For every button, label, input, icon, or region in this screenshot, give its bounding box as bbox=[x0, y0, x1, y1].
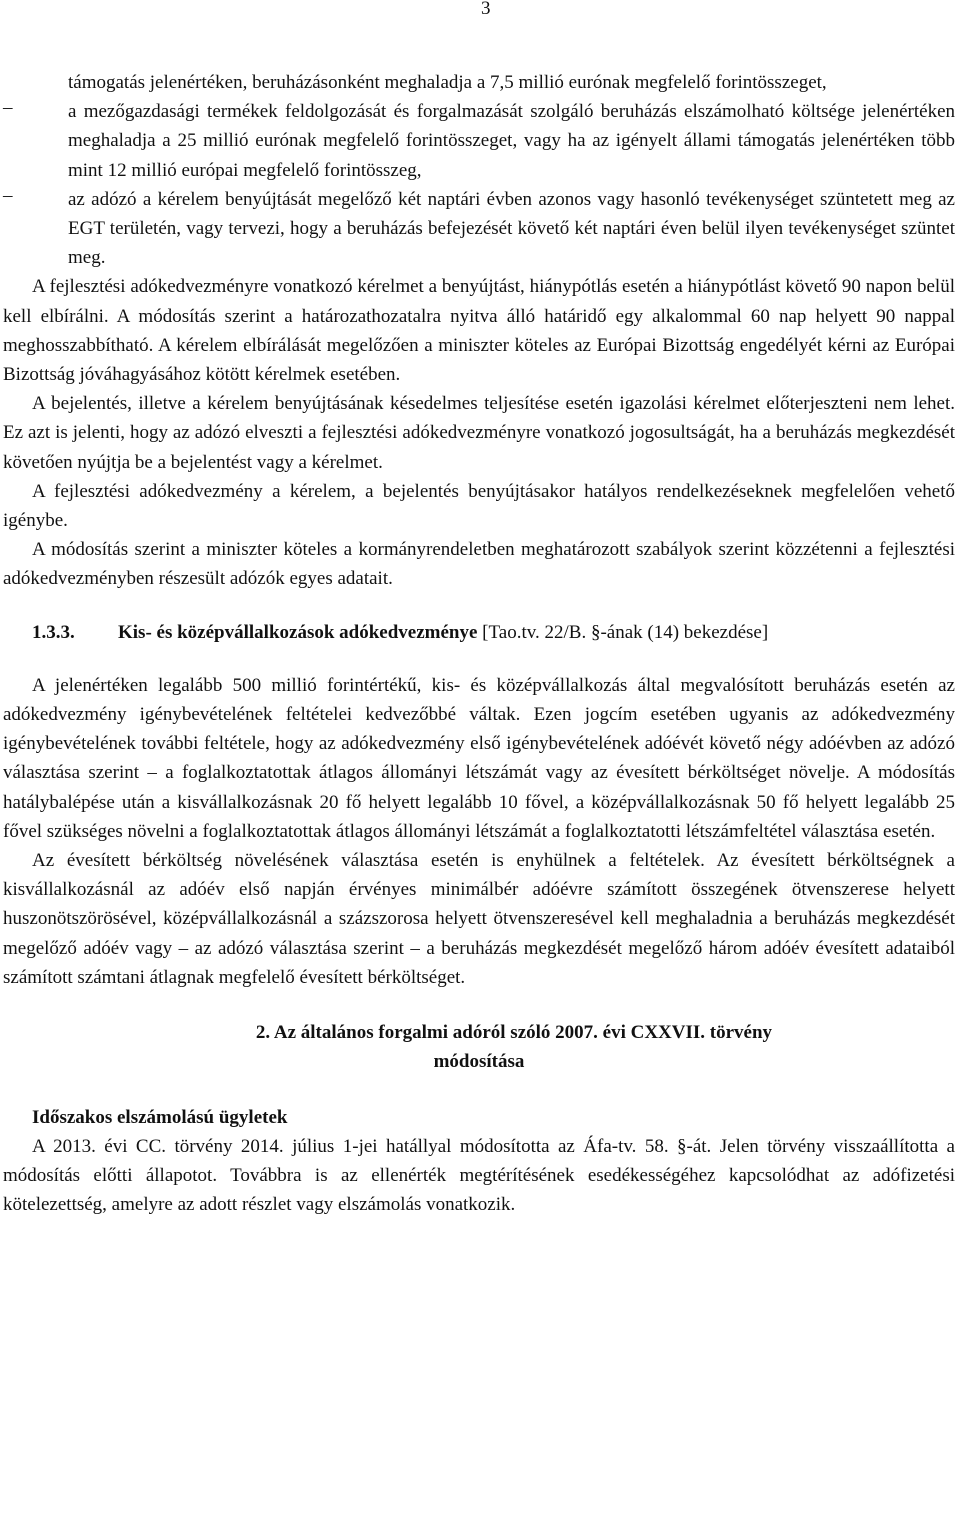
section-title bbox=[118, 618, 955, 647]
document-body bbox=[3, 68, 955, 1219]
section-title-bold: Kis- és középvállalkozások adókedvezménye bbox=[118, 621, 478, 643]
paragraph: A fejlesztési adókedvezményre vonatkozó kérelmet a benyújtást, hiánypótlás esetén a hiánypótlást követő 90 napon belül kell elbírálni. A módosítás szerint a határozathozatalra nyitva álló határidő egy alkalommal 60 nap helyett 90 nappal meghosszabbítható. A kérelem elbírálását megelőzően a miniszter köteles az Európai Bizottság engedélyét kérni az Európai Bizottság jóváhagyásához kötött kérelmek esetében. bbox=[3, 276, 955, 386]
dash-bullet: – bbox=[3, 97, 13, 119]
chapter-heading-line-2: módosítása bbox=[433, 1051, 525, 1073]
paragraph: A jelenértéken legalább 500 millió forintértékű, kis- és középvállalkozás által megvalósított beruházás esetén az adókedvezmény igénybevételének feltételei kedvezőbbé váltak. Ezen jogcím esetében ugyanis az adókedvezmény igénybevételének további feltétele, hogy az adókedvezmény első igénybevételének adóévét követő négy adóévben az adózó választása szerint – a foglalkoztatottak átlagos állományi létszámát vagy az évesített bérköltséget növelje. A módosítás hatálybalépése után a kisvállalkozásnak 20 fő helyett legalább 10 fővel, a középvállalkozásnak 50 fő helyett legalább 25 fővel szükséges növelni a foglalkoztatottak átlagos állományi létszámát a foglalkoztatotti létszámfeltétel választása esetén. bbox=[3, 674, 955, 842]
list-item bbox=[3, 185, 955, 273]
list-item-text: az adózó a kérelem benyújtását megelőző két naptári évben azonos vagy hasonló tevékenységet szüntetett meg az EGT területén, vagy tervezi, hogy a beruházás befejezését követő két naptári éven belül ilyen tevékenységet szüntet meg. bbox=[68, 188, 955, 269]
paragraph: A módosítás szerint a miniszter köteles a kormányrendeletben meghatározott szabályok szerint közzétenni a fejlesztési adókedvezményben részesült adózók egyes adatait. bbox=[3, 539, 955, 590]
paragraph: A 2013. évi CC. törvény 2014. július 1-jei hatállyal módosította az Áfa-tv. 58. §-át. Jelen törvény visszaállította a módosítás előtti állapotot. Továbbra is az ellenérték megtérítésének esedékességéhez kapcsolódhat az adófizetési kötelezettség, amelyre az adott részlet vagy elszámolás vonatkozik. bbox=[3, 1135, 955, 1216]
chapter-heading bbox=[3, 1018, 955, 1076]
list-item-text: a mezőgazdasági termékek feldolgozását és forgalmazását szolgáló beruházás elszámolható költsége jelenértéken meghaladja a 25 millió eurónak megfelelő forintösszeget, vagy ha az igényelt állami támogatás jelenértéken több mint 12 millió európai megfelelő forintösszeg, bbox=[68, 101, 955, 181]
continued-list-item: támogatás jelenértéken, beruházásonként meghaladja a 7,5 millió eurónak megfelelő forintösszeget, bbox=[68, 72, 827, 93]
dash-bullet: – bbox=[3, 184, 13, 206]
chapter-heading-line-1: 2. Az általános forgalmi adóról szóló 2007. évi CXXVII. törvény bbox=[255, 1022, 773, 1044]
paragraph: Az évesített bérköltség növelésének választása esetén is enyhülnek a feltételek. Az évesített bérköltségnek a kisvállalkozásnál az adóév első napján érvényes minimálbér adóévre számított összegének ötvenszerese helyett huszonötszörösével, középvállalkozásnál a százszorosa helyett ötvenszeresével kell meghaladnia a beruházás megkezdését megelőző adóév vagy – az adózó választása szerint – a beruházás megkezdését megelőző három adóév évesített adataiból számított számtani átlagnak megfelelő évesített bérköltséget. bbox=[3, 850, 955, 988]
section-title-reference: [Tao.tv. 22/B. §-ának (14) bekezdése] bbox=[477, 621, 769, 643]
paragraph: A fejlesztési adókedvezmény a kérelem, a bejelentés benyújtásakor hatályos rendelkezéseknek megfelelően vehető igénybe. bbox=[3, 480, 955, 532]
list-item bbox=[3, 97, 955, 185]
section-heading bbox=[3, 618, 955, 647]
subheading: Időszakos elszámolású ügyletek bbox=[32, 1106, 288, 1128]
page-number: 3 bbox=[481, 0, 491, 19]
paragraph: A bejelentés, illetve a kérelem benyújtásának késedelmes teljesítése esetén igazolási kérelmet előterjeszteni nem lehet. Ez azt is jelenti, hogy az adózó elveszti a fejlesztési adókedvezményre vonatkozó jogosultságát, ha a beruházás megkezdését követően nyújtja be a bejelentést vagy a kérelmet. bbox=[3, 393, 955, 473]
section-number: 1.3.3. bbox=[32, 621, 75, 643]
